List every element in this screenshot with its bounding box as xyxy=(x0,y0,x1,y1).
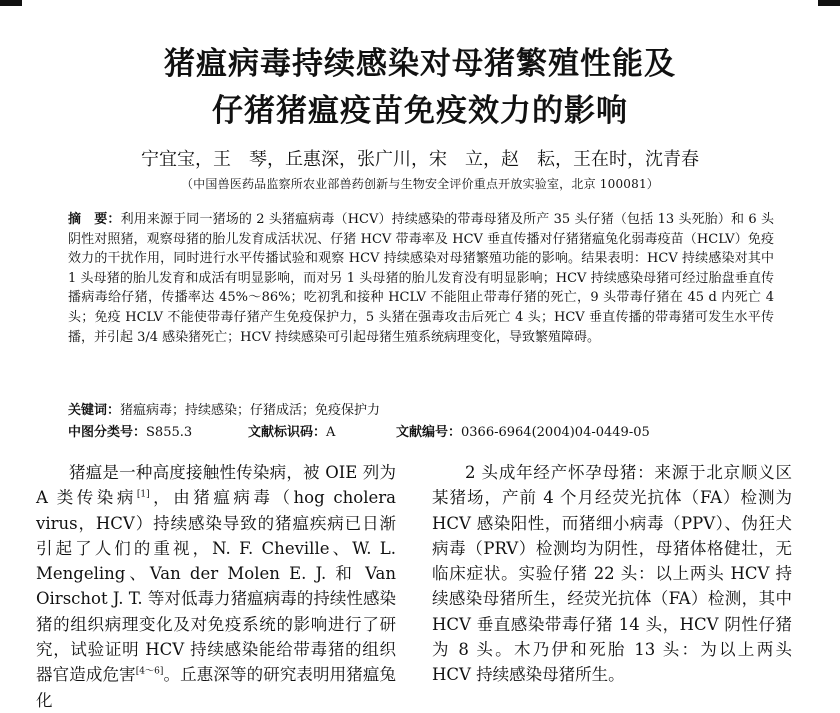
abstract-text: 利用来源于同一猪场的 2 头猪瘟病毒（HCV）持续感染的带毒母猪及所产 35 头仔猪（包括 13 头死胎）和 6 头阴性对照猪，观察母猪的胎儿发育成活状况、仔猪 HCV 带毒率及 HCV 垂直传播对仔猪猪瘟兔化弱毒疫苗（HCLV）免疫效力的干扰作用，同时进行水平传播试验和观察 HCV 持续感染对母猪繁殖功能的影响。结果表明：HCV 持续感染对其中 1 头母猪的胎儿发育和成活有明显影响，而对另 1 头母猪的胎儿发育没有明显影响；HCV 持续感染母猪可经过胎盘垂直传播病毒给仔猪，传播率达 45%～86%；吃初乳和接种 HCLV 不能阻止带毒仔猪的死亡，9 头带毒仔猪在 45 d 内死亡 4 头；免疫 HCLV 不能使带毒仔猪产生免疫保护力，5 头猪在强毒攻击后死亡 4 头；HCV 垂直传播的带毒猪可发生水平传播，并引起 3/4 感染猪死亡；HCV 持续感染可引起母猪生殖系统病理变化，导致繁殖障碍。 xyxy=(68,212,774,345)
keywords-label: 关键词： xyxy=(68,403,121,418)
page-corner-mark-left xyxy=(0,0,22,6)
classification-number xyxy=(68,421,192,440)
document-code-value: A xyxy=(326,425,336,440)
left-column-text-1: 猪瘟是一种高度接触性传染病，被 OIE 列为 A 类传染病 xyxy=(36,463,396,508)
article-number-value: 0366-6964(2004)04-0449-05 xyxy=(461,425,650,440)
left-column-text-2: ，由猪瘟病毒（hog cholera virus，HCV）持续感染导致的猪瘟疾病已日渐引起了人们的重视，N. F. Cheville、W. L. Mengeling、Van der Molen E. J. 和 Van Oirschot J. T. 等对低毒力猪瘟病毒的持续性感染猪的组织病理变化及对免疫系统的影响进行了研究，试验证明 HCV 持续感染能给带毒猪的组织器官造成危害 xyxy=(36,488,396,685)
document-code xyxy=(248,421,335,440)
body-right-column: 2 头成年经产怀孕母猪：来源于北京顺义区某猪场，产前 4 个月经荧光抗体（FA）检测为 HCV 感染阳性，而猪细小病毒（PPV）、伪狂犬病毒（PRV）检测均为阴性，母猪体格健壮，无临床症状。实验仔猪 22 头：以上两头 HCV 持续感染母猪所生，经荧光抗体（FA）检测，其中 HCV 垂直感染带毒仔猪 14 头，HCV 阴性仔猪为 8 头。木乃伊和死胎 13 头：为以上两头 HCV 持续感染母猪所生。 xyxy=(432,463,792,685)
classification-label: 中图分类号： xyxy=(68,425,147,440)
author-affiliation: （中国兽医药品监察所农业部兽药创新与生物安全评价重点开放实验室，北京 100081） xyxy=(180,177,660,191)
left-column-text-3: 。丘惠深等的研究表明用猪瘟兔化 xyxy=(36,665,397,710)
body-left-column xyxy=(36,460,396,713)
citation-ref-4-6: [4～6] xyxy=(135,666,164,677)
article-metadata-row xyxy=(68,421,774,439)
author-list: 宁宜宝，王 琴，丘惠深，张广川，宋 立，赵 耘，王在时，沈青春 xyxy=(141,149,699,170)
classification-value: S855.3 xyxy=(146,425,193,440)
article-number-label: 文献编号： xyxy=(396,425,462,440)
abstract-label: 摘 要： xyxy=(68,212,121,227)
article-title-line-1: 猪瘟病毒持续感染对母猪繁殖性能及 xyxy=(164,46,676,82)
article-title-line-2: 仔猪猪瘟疫苗免疫效力的影响 xyxy=(212,93,628,129)
keywords xyxy=(68,399,774,418)
document-code-label: 文献标识码： xyxy=(248,425,327,440)
abstract xyxy=(68,210,774,347)
page-corner-mark-right xyxy=(818,0,840,6)
keywords-text: 猪瘟病毒；持续感染；仔猪成活；免疫保护力 xyxy=(120,403,381,418)
citation-ref-1: [1] xyxy=(136,489,150,500)
article-number xyxy=(396,421,650,440)
